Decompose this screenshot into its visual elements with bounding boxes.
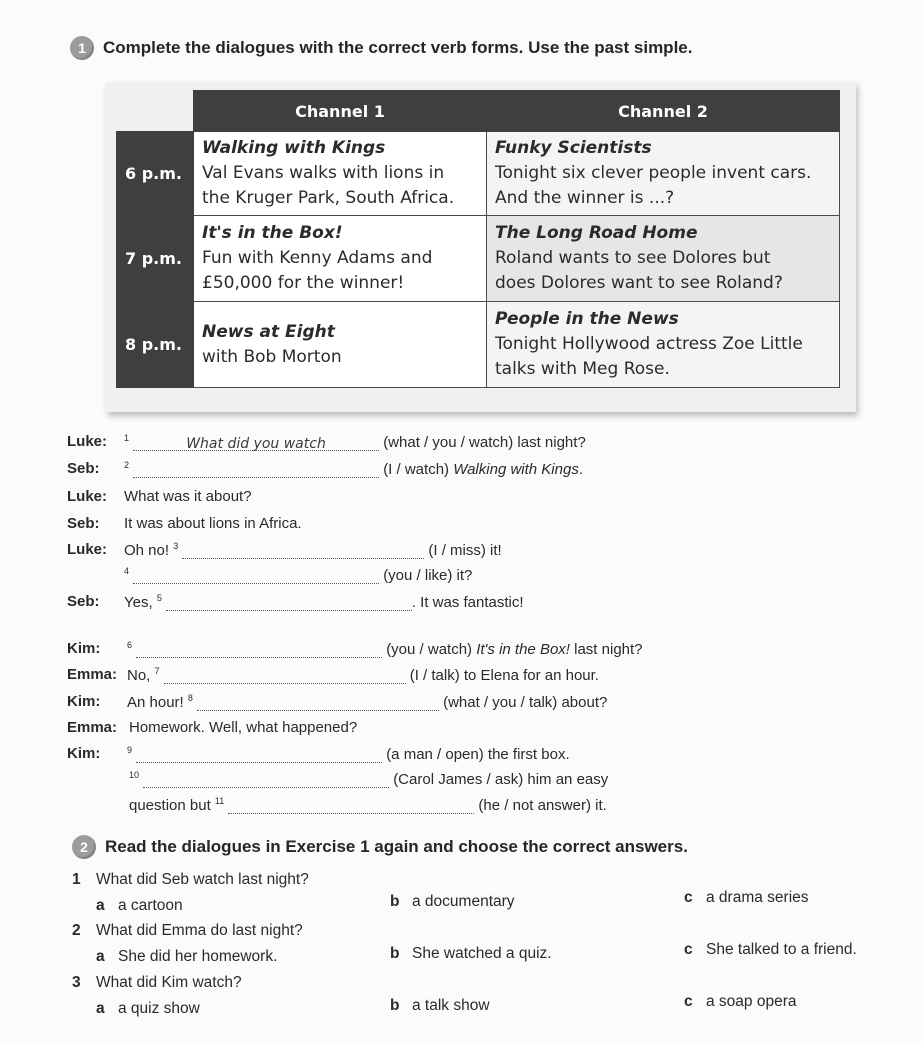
speaker-label: Emma: — [67, 666, 118, 683]
time-slot: 7 p.m. — [117, 216, 194, 302]
option-text: a cartoon — [118, 897, 183, 914]
channel-2-header: Channel 2 — [487, 91, 840, 132]
line-text: It was about lions in Africa. — [124, 515, 302, 532]
prompt-text: (you / watch) — [386, 641, 477, 658]
exercise-2-heading — [72, 835, 688, 859]
question — [72, 922, 303, 940]
question-text: What did Seb watch last night? — [96, 871, 309, 888]
option-text: a documentary — [412, 893, 515, 910]
option-text: a drama series — [706, 889, 809, 906]
speaker-label: Luke: — [67, 541, 108, 558]
programme-cell — [487, 132, 840, 216]
speaker-label: Seb: — [67, 515, 100, 532]
programme-title: The Long Road Home — [495, 223, 698, 243]
prompt-text: (I / watch) — [383, 461, 454, 478]
option-text: She did her homework. — [118, 948, 278, 965]
speaker-label: Luke: — [67, 488, 108, 505]
answer-blank[interactable] — [133, 435, 379, 451]
option-text: a soap opera — [706, 993, 797, 1010]
question-text: What did Emma do last night? — [96, 922, 303, 939]
schedule-row — [117, 302, 840, 388]
item-number: 11 — [214, 796, 225, 806]
answer-blank[interactable] — [133, 462, 379, 478]
exercise-number-badge: 1 — [70, 36, 94, 60]
question — [72, 974, 242, 992]
programme-title: News at Eight — [202, 321, 335, 342]
item-number: 6 — [127, 640, 133, 650]
programme-description: Tonight six clever people invent cars. — [495, 163, 812, 183]
speaker-label: Kim: — [67, 640, 101, 657]
programme-description: talks with Meg Rose. — [495, 359, 670, 379]
programme-cell — [194, 132, 487, 216]
programme-title: People in the News — [495, 309, 679, 329]
programme-description: Fun with Kenny Adams and — [202, 248, 433, 268]
answer-blank[interactable] — [136, 642, 382, 658]
exercise-2-instruction: Read the dialogues in Exercise 1 again and choose the correct answers. — [105, 837, 688, 856]
programme-description: Roland wants to see Dolores but — [495, 248, 771, 268]
speaker-label: Kim: — [67, 745, 101, 762]
item-number: 2 — [124, 460, 130, 470]
option-letter: b — [390, 945, 400, 962]
prompt-text: (you / like) it? — [383, 567, 473, 584]
option-letter: c — [684, 993, 693, 1010]
answer-blank[interactable] — [136, 747, 382, 763]
item-number: 3 — [173, 541, 179, 551]
option-text: a quiz show — [118, 1000, 200, 1017]
answer-blank[interactable] — [228, 798, 474, 814]
answer-blank[interactable] — [197, 695, 439, 711]
answer-blank[interactable] — [143, 772, 389, 788]
answer-blank[interactable] — [164, 668, 406, 684]
programme-description: And the winner is ...? — [495, 188, 675, 208]
question-number: 3 — [72, 974, 81, 991]
answer-option-a[interactable] — [96, 897, 183, 915]
programme-title: Walking with Kings — [202, 138, 386, 158]
option-letter: a — [96, 897, 105, 914]
exercise-1-instruction: Complete the dialogues with the correct verb forms. Use the past simple. — [103, 38, 693, 57]
prompt-text: (what / you / watch) last night? — [383, 434, 586, 451]
answer-blank[interactable] — [133, 568, 379, 584]
schedule-row — [117, 216, 840, 302]
programme-description: with Bob Morton — [202, 346, 342, 367]
answer-option-b[interactable] — [390, 997, 490, 1015]
option-text: a talk show — [412, 997, 490, 1014]
answer-option-c[interactable] — [684, 941, 857, 959]
answer-option-c[interactable] — [684, 993, 797, 1011]
programme-title: Funky Scientists — [495, 138, 652, 158]
programme-title: It's in the Box! — [202, 223, 343, 243]
prompt-text: (Carol James / ask) him an easy — [393, 771, 609, 788]
item-number: 4 — [124, 566, 130, 576]
option-letter: c — [684, 941, 693, 958]
answer-blank[interactable] — [182, 543, 424, 559]
item-number: 8 — [187, 693, 193, 703]
item-number: 10 — [129, 770, 140, 780]
speaker-label: Kim: — [67, 693, 101, 710]
option-letter: b — [390, 997, 400, 1014]
item-number: 1 — [124, 433, 130, 443]
answer-blank[interactable] — [166, 595, 412, 611]
answer-option-a[interactable] — [96, 1000, 200, 1018]
option-letter: b — [390, 893, 400, 910]
line-text: No, — [127, 667, 151, 684]
time-slot: 8 p.m. — [117, 302, 194, 388]
programme-description: £50,000 for the winner! — [202, 273, 405, 293]
programme-cell — [194, 302, 487, 388]
option-letter: c — [684, 889, 693, 906]
exercise-number-badge: 2 — [72, 835, 96, 859]
example-answer: What did you watch — [186, 436, 326, 452]
programme-description: does Dolores want to see Roland? — [495, 273, 783, 293]
answer-option-b[interactable] — [390, 893, 515, 911]
prompt-text: (a man / open) the first box. — [386, 746, 570, 763]
option-letter: a — [96, 1000, 105, 1017]
programme-cell — [487, 216, 840, 302]
exercise-1-heading — [70, 36, 692, 60]
speaker-label: Emma: — [67, 719, 118, 736]
programme-description: Val Evans walks with lions in — [202, 163, 445, 183]
question-number: 1 — [72, 871, 81, 888]
schedule-row — [117, 132, 840, 216]
answer-option-a[interactable] — [96, 948, 277, 966]
prompt-text: (he / not answer) it. — [478, 797, 607, 814]
channel-1-header: Channel 1 — [194, 91, 487, 132]
speaker-label: Seb: — [67, 593, 100, 610]
tv-schedule-table — [116, 90, 840, 388]
question — [72, 871, 309, 889]
prompt-text: (what / you / talk) about? — [443, 694, 608, 711]
answer-option-b[interactable] — [390, 945, 552, 963]
programme-name: It's in the Box! — [476, 641, 570, 658]
line-text: Yes, — [124, 594, 153, 611]
speaker-label: Luke: — [67, 433, 108, 450]
item-number: 9 — [127, 745, 133, 755]
line-text: Homework. Well, what happened? — [129, 719, 358, 736]
option-text: She watched a quiz. — [412, 945, 552, 962]
programme-description: Tonight Hollywood actress Zoe Little — [495, 334, 803, 354]
answer-option-c[interactable] — [684, 889, 809, 907]
item-number: 5 — [156, 593, 162, 603]
prompt-text: last night? — [569, 641, 643, 658]
option-text: She talked to a friend. — [706, 941, 857, 958]
question-number: 2 — [72, 922, 81, 939]
line-text: Oh no! — [124, 542, 170, 559]
punctuation: . — [578, 461, 583, 478]
programme-name: Walking with Kings — [453, 461, 579, 478]
line-text: An hour! — [127, 694, 184, 711]
prompt-text: (I / talk) to Elena for an hour. — [409, 667, 599, 684]
table-corner — [117, 91, 194, 132]
question-text: What did Kim watch? — [96, 974, 242, 991]
line-text: question but — [129, 797, 211, 814]
prompt-text: (I / miss) it! — [428, 542, 502, 559]
item-number: 7 — [154, 666, 160, 676]
option-letter: a — [96, 948, 105, 965]
prompt-text: . It was fantastic! — [411, 594, 524, 611]
tv-schedule-card — [106, 82, 856, 412]
line-text: What was it about? — [124, 488, 252, 505]
speaker-label: Seb: — [67, 460, 100, 477]
time-slot: 6 p.m. — [117, 132, 194, 216]
programme-description: the Kruger Park, South Africa. — [202, 188, 455, 208]
programme-cell — [487, 302, 840, 388]
programme-cell — [194, 216, 487, 302]
